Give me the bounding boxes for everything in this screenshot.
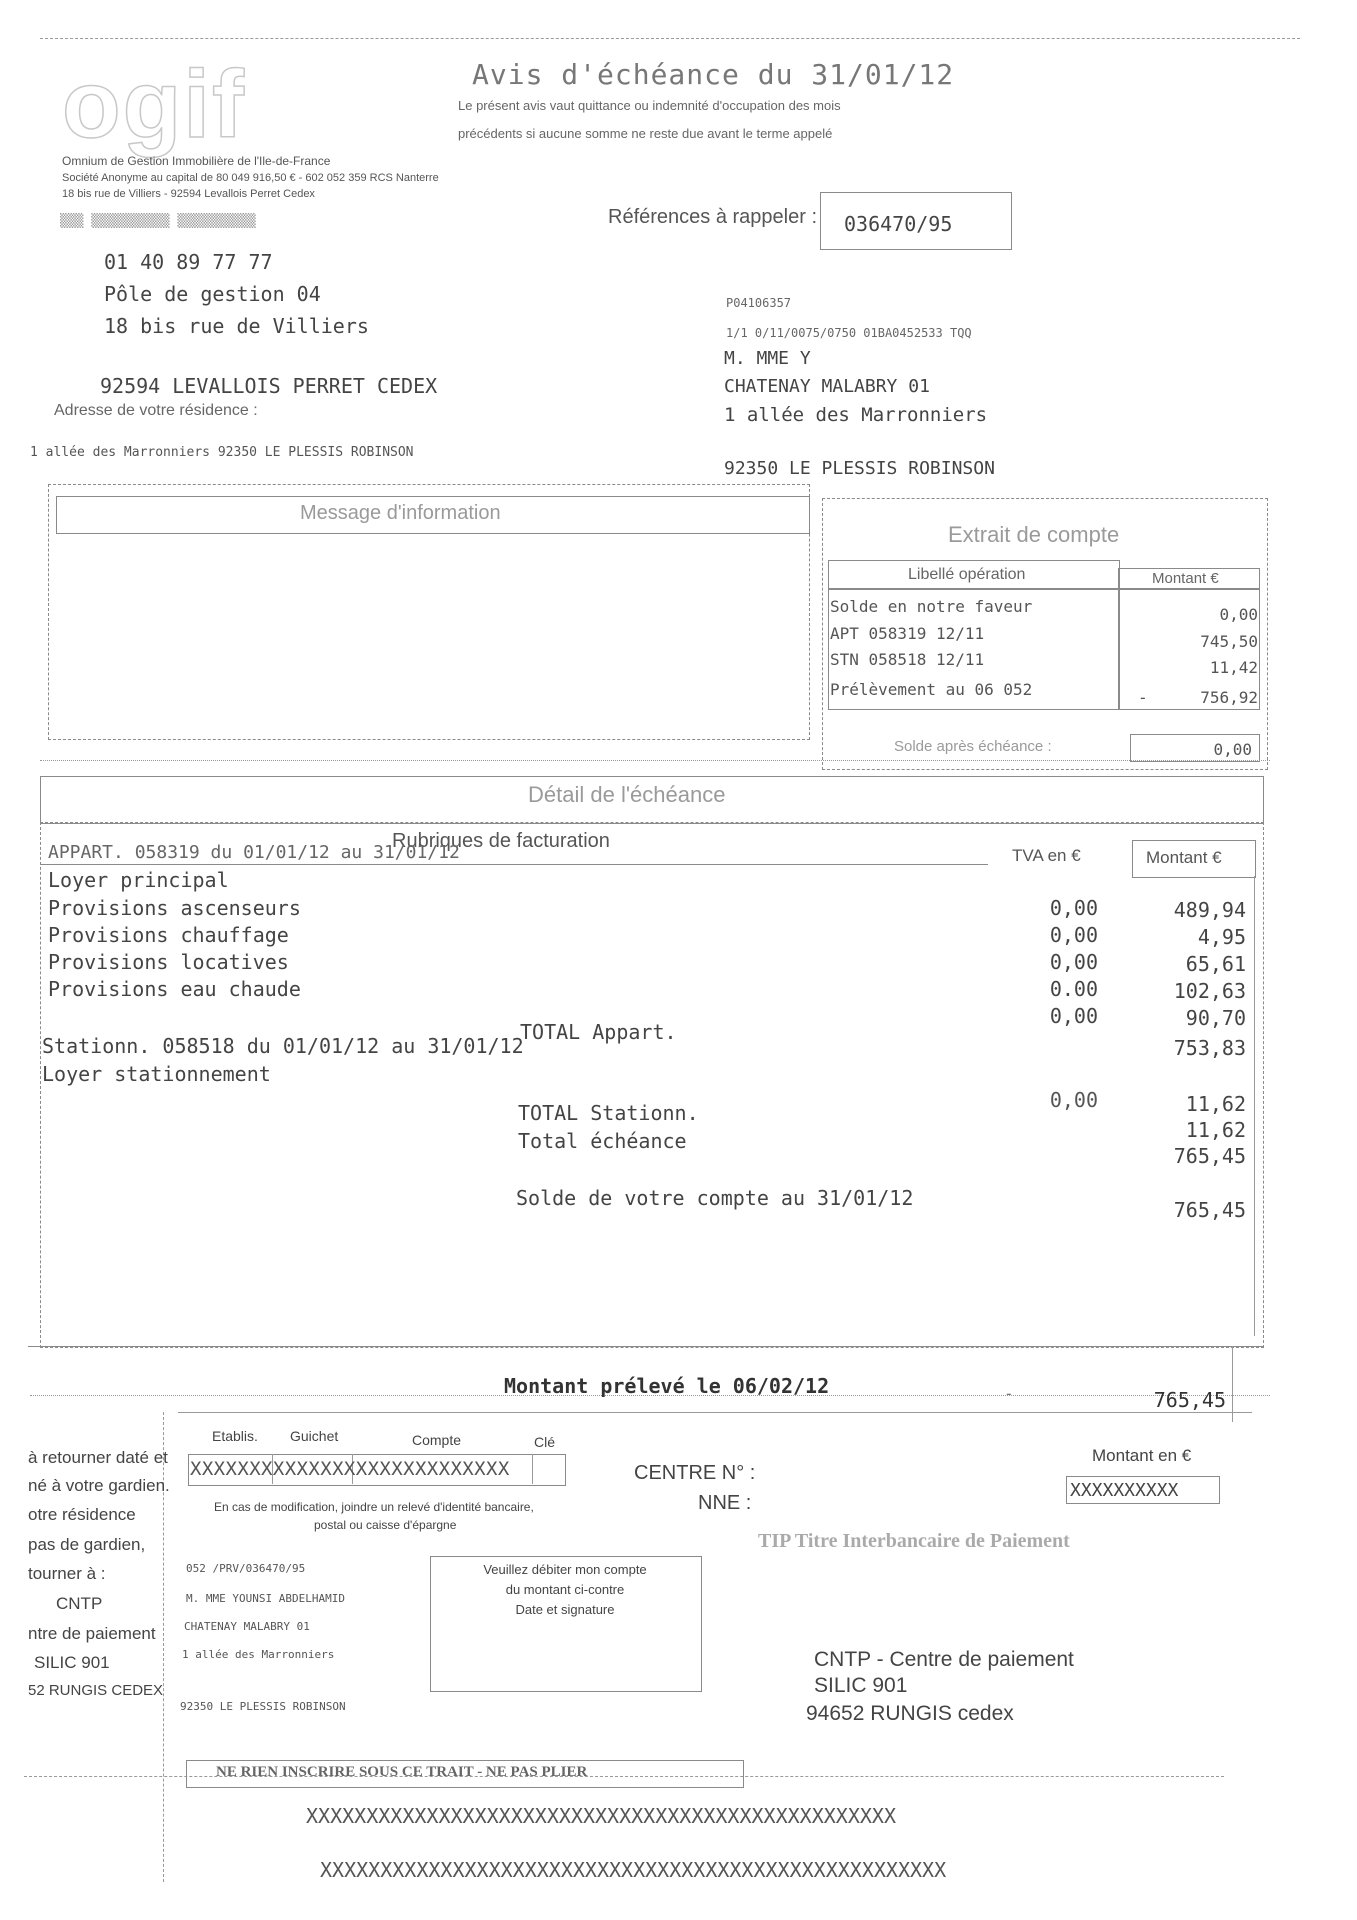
detail-item-label: Loyer principal [48,868,229,892]
rib-divider [532,1454,533,1484]
manager-phone: 01 40 89 77 77 [104,250,273,274]
sign-line-1: Veuillez débiter mon compte [483,1562,647,1577]
notice-line-1: Le présent avis vaut quittance ou indemnité d'occupation des mois [458,98,841,113]
detail-col-tva: TVA en € [1012,846,1081,865]
manager-street: 18 bis rue de Villiers [104,314,369,338]
station-item-tva: 0,00 [1049,1088,1098,1112]
payer-line: CHATENAY MALABRY 01 [184,1620,310,1633]
station-header: Stationn. 058518 du 01/01/12 au 31/01/12 [42,1034,524,1058]
recipient-code: P04106357 [726,296,792,310]
page-title: Avis d'échéance du 31/01/12 [472,58,955,91]
modif-note-1: En cas de modification, joindre un relevé d'identité bancaire, [214,1500,534,1514]
notice-line-2: précédents si aucune somme ne reste due avant le terme appelé [458,126,833,141]
solde-value: 765,45 [1173,1198,1246,1222]
rib-col-etablis: Etablis. [212,1428,258,1444]
payer-line: 052 /PRV/036470/95 [186,1562,306,1575]
code-line-2: XXXXXXXXXXXXXXXXXXXXXXXXXXXXXXXXXXXXXXXXXXXXXXXXXXXX [320,1858,947,1882]
company-capital: Société Anonyme au capital de 80 049 916,50 € - 602 052 359 RCS Nanterre [62,172,439,184]
tip-top-rule [178,1412,1252,1413]
sign-line-3: Date et signature [515,1602,615,1617]
tip-montant-label: Montant en € [1092,1446,1192,1465]
manager-city: 92594 LEVALLOIS PERRET CEDEX [100,374,438,398]
station-item-amount: 11,62 [1185,1092,1246,1116]
scan-line [40,760,1270,761]
detail-item-tva: 0,00 [1049,1004,1098,1028]
total-appart-label: TOTAL Appart. [520,1020,677,1044]
stub-line: 52 RUNGIS CEDEX [28,1682,164,1699]
detail-title: Détail de l'échéance [528,782,726,807]
company-logo: ogif [62,51,246,158]
manager-faint-line: ▒▒▒ ▒▒▒▒▒▒▒▒▒▒ ▒▒▒▒▒▒▒▒▒▒ [60,214,256,229]
total-appart-value: 753,83 [1173,1036,1246,1060]
detail-item-label: Provisions locatives [48,950,289,974]
detail-item-label: Provisions chauffage [48,923,289,947]
account-row-label: Prélèvement au 06 052 [830,680,1033,699]
stub-line: ntre de paiement [28,1624,156,1643]
payer-line: 1 allée des Marronniers [182,1648,335,1661]
total-station-value: 11,62 [1185,1118,1246,1142]
montant-sign: - [1004,1384,1014,1403]
tip-montant-mask: XXXXXXXXXX [1070,1480,1179,1501]
residence-value: 1 allée des Marronniers 92350 LE PLESSIS ROBINSON [30,445,414,460]
account-row-amount: 756,92 [1200,688,1258,707]
detail-item-amount: 65,61 [1185,952,1246,976]
stub-line: CNTP [56,1594,103,1613]
stub-line: pas de gardien, [28,1535,146,1554]
account-row-label: Solde en notre faveur [830,597,1033,616]
account-row-label: APT 058319 12/11 [830,624,985,643]
detail-item-label: Provisions eau chaude [48,977,301,1001]
detail-item-label: Provisions ascenseurs [48,896,301,920]
rib-col-cle: Clé [534,1434,556,1450]
modif-note-2: postal ou caisse d'épargne [314,1518,457,1532]
reference-label: Références à rappeler : [608,206,818,228]
account-title: Extrait de compte [948,522,1120,547]
detail-item-amount: 489,94 [1173,898,1246,922]
company-address: 18 bis rue de Villiers - 92594 Levallois Perret Cedex [62,188,315,200]
centre-label: CENTRE N° : [634,1462,756,1484]
recipient-city: 92350 LE PLESSIS ROBINSON [724,458,995,479]
account-col-amount: Montant € [1152,570,1219,587]
account-balance-value: 0,00 [1213,740,1252,759]
tip-title: TIP Titre Interbancaire de Paiement [758,1530,1070,1552]
solde-label: Solde de votre compte au 31/01/12 [516,1186,914,1210]
detail-item-tva: 0,00 [1049,923,1098,947]
detail-item-amount: 102,63 [1173,979,1246,1003]
detail-col-rubrique: Rubriques de facturation [392,830,610,852]
account-row-amount: 745,50 [1200,632,1258,651]
montant-right-rule [1232,1346,1233,1422]
station-item-label: Loyer stationnement [42,1062,271,1086]
appart-header: APPART. 058319 du 01/01/12 au 31/01/12 [48,842,460,863]
top-scan-line [40,38,1300,39]
account-balance-label: Solde après échéance : [894,738,1052,755]
company-name: Omnium de Gestion Immobilière de l'Ile-de-France [62,154,331,168]
payer-line: 92350 LE PLESSIS ROBINSON [180,1700,346,1713]
stub-line: tourner à : [28,1564,106,1583]
montant-label: Montant prélevé le 06/02/12 [504,1374,830,1398]
message-box-title: Message d'information [300,502,501,524]
nne-label: NNE : [698,1492,752,1514]
rib-mask: XXXXXXXXXXXXXXXXXXXXXXXXXXX [190,1458,510,1480]
detail-right-rule [1254,876,1255,1336]
account-col-label: Libellé opération [908,566,1026,583]
recipient-name: M. MME Y [724,348,811,369]
account-row-label: STN 058518 12/11 [830,650,985,669]
reference-value: 036470/95 [844,212,953,236]
rib-col-guichet: Guichet [290,1428,339,1444]
sign-line-2: du montant ci-contre [505,1582,625,1597]
code-line-1: XXXXXXXXXXXXXXXXXXXXXXXXXXXXXXXXXXXXXXXXXXXXXXXXX [306,1804,897,1828]
total-echeance-value: 765,45 [1173,1144,1246,1168]
payer-line: M. MME YOUNSI ABDELHAMID [186,1592,345,1605]
total-station-label: TOTAL Stationn. [518,1101,699,1125]
account-row-amount: 0,00 [1219,605,1258,624]
recipient-ref: 1/1 0/11/0075/0750 01BA0452533 TQQ [726,326,972,340]
cntp-line-3: 94652 RUNGIS cedex [806,1702,1014,1725]
stub-line: otre résidence [28,1505,136,1524]
detail-col-amount: Montant € [1146,848,1222,867]
recipient-line3: 1 allée des Marronniers [724,404,988,426]
cntp-line-2: SILIC 901 [814,1674,908,1697]
stub-line: à retourner daté et [28,1448,168,1467]
residence-label: Adresse de votre résidence : [54,402,258,419]
account-row-sign: - [1138,688,1148,707]
total-echeance-label: Total échéance [518,1129,687,1153]
cntp-line-1: CNTP - Centre de paiement [814,1648,1074,1671]
recipient-line2: CHATENAY MALABRY 01 [724,376,930,397]
rib-col-compte: Compte [412,1432,462,1448]
detail-item-tva: 0,00 [1049,950,1098,974]
stub-line: SILIC 901 [34,1653,110,1672]
manager-pole: Pôle de gestion 04 [104,282,321,306]
detail-item-amount: 90,70 [1185,1006,1246,1030]
detail-item-tva: 0,00 [1049,896,1098,920]
detail-item-tva: 0.00 [1049,977,1098,1001]
no-write-text: NE RIEN INSCRIRE SOUS CE TRAIT - NE PAS PLIER [216,1764,588,1780]
montant-value: 765,45 [1153,1388,1226,1412]
detail-item-amount: 4,95 [1197,925,1246,949]
stub-line: né à votre gardien. [28,1476,170,1495]
account-row-amount: 11,42 [1209,658,1258,677]
